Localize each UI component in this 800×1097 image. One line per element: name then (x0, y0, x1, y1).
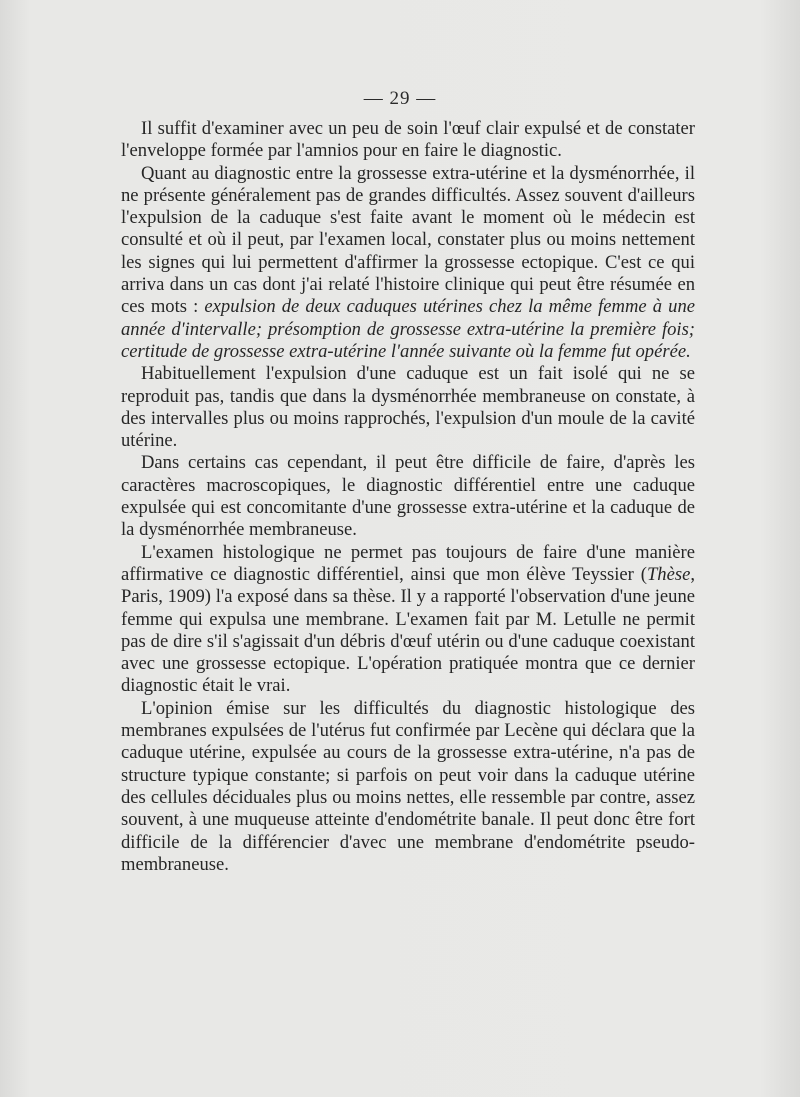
text-run: Il suffit d'examiner avec un peu de soin l'œuf clair expulsé et de constater l'enveloppe formée par l'amnios pour en faire le diagnostic. (121, 118, 695, 162)
text-run: Quant au diagnostic entre la grossesse extra-utérine et la dysménorrhée, il ne présente généralement pas de grandes difficultés. Assez souvent d'ailleurs l'expulsion de la caduque s'est faite avant le moment où le médecin est consulté et où il peut, par l'examen local, constater plus ou moins nettement les signes qui lui permettent d'affirmer la grossesse ectopique. C'est ce qui arriva dans un cas dont j'ai relaté l'histoire clinique qui peut être résumée en ces mots : (121, 162, 695, 318)
paragraph (121, 163, 695, 364)
italic-text-run: Thèse (646, 563, 691, 585)
page-number: — 29 — (363, 88, 437, 109)
text-run: Dans certains cas cependant, il peut être difficile de faire, d'après les caractères macroscopiques, le diagnostic différentiel entre une caduque expulsée qui est concomitante d'une grossesse extra-utérine et la caduque de la dysménorrhée membraneuse. (121, 452, 695, 541)
body-text (121, 118, 695, 876)
italic-text-run: expulsion de deux caduques utérines chez la même femme à une année d'intervalle; présomption de grossesse extra-utérine la première fois; certitude de grossesse extra-utérine l'année suivante où la femme fut opérée. (121, 296, 696, 362)
paragraph (121, 698, 695, 876)
text-run: L'examen histologique ne permet pas toujours de faire d'une manière affirmative ce diagnostic différentiel, ainsi que mon élève Teyssier ( (121, 541, 695, 585)
text-run: , Paris, 1909) l'a exposé dans sa thèse. Il y a rapporté l'observation d'une jeune femme qui expulsa une membrane. L'examen fait par M. Letulle ne permit pas de dire s'il s'agissait d'un débris d'œuf utérin ou d'une caduque coexistant avec une grossesse ectopique. L'opération pratiquée montra que ce dernier diagnostic était le vrai. (121, 563, 695, 697)
paragraph (121, 363, 695, 452)
text-run: Habituellement l'expulsion d'une caduque est un fait isolé qui ne se reproduit pas, tandis que dans la dysménorrhée membraneuse on constate, à des intervalles plus ou moins rapprochés, l'expulsion d'un moule de la cavité utérine. (121, 363, 695, 452)
paragraph (121, 118, 695, 163)
paragraph (121, 452, 695, 541)
text-run: L'opinion émise sur les difficultés du diagnostic histologique des membranes expulsées de l'utérus fut confirmée par Lecène qui déclara que la caduque utérine, expulsée au cours de la grossesse extra-utérine, n'a pas de structure typique constante; si parfois on peut voir dans la caduque utérine des cellules déciduales plus ou moins nettes, elle ressemble par contre, assez souvent, à une muqueuse atteinte d'endométrite banale. Il peut donc être fort difficile de la différencier d'avec une membrane d'endométrite pseudo-membraneuse. (121, 697, 695, 875)
paragraph (121, 542, 695, 698)
